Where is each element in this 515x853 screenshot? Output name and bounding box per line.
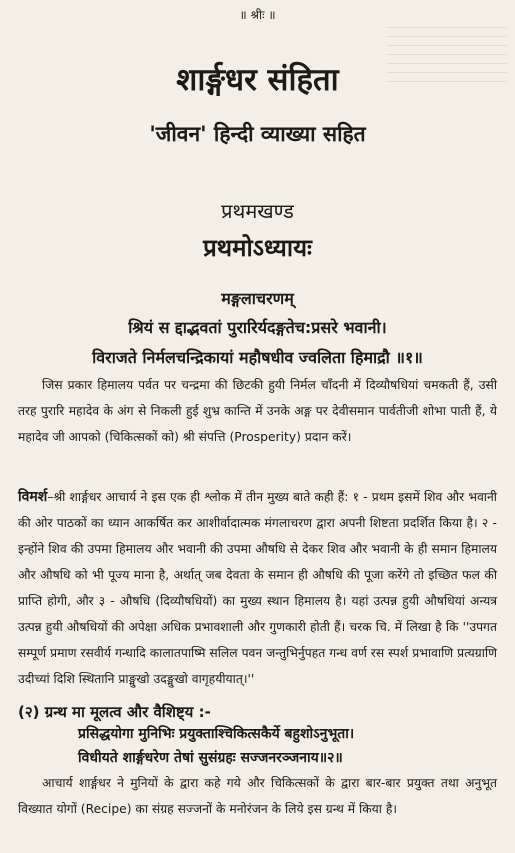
vimarsh-paragraph (18, 484, 497, 692)
invocation-heading: मङ्गलाचरणम् (221, 289, 294, 308)
verse-2-line-1: प्रसिद्धयोगा मुनिभिः प्रयुक्ताश्चिकित्सकैर्ये बहुशोऽनुभूता। (78, 726, 355, 742)
commentary-paragraph-1: जिस प्रकार हिमालय पर्वत पर चन्द्रमा की छिटकी हुयी निर्मल चाँदनी में दिव्यौषधियां चमकती हैं, उसी तरह पुरारि महादेव के अंग से निकली हुई शुभ्र कान्ति में उनके अङ्ग पर देवीसमान पार्वतीजी शोभा पाती हैं, ये महादेव जी आपको (चिकित्सकों को) श्री संपत्ति (Prosperity) प्रदान करें। (18, 378, 497, 444)
book-subtitle: 'जीवन' हिन्दी व्याख्या सहित (149, 122, 366, 146)
invocation: ॥ श्रीः ॥ (239, 8, 276, 22)
verse-1-line-2: विराजते निर्मलचन्द्रिकायां महौषधीव ज्वलिता हिमाद्रौ ॥१॥ (92, 348, 423, 367)
vimarsh-label: विमर्श (18, 489, 48, 505)
subsection-heading: (२) ग्रन्थ मा मूलत्व और वैशिष्ट्य :- (18, 703, 211, 721)
verse-2-line-2: विधीयते शार्ङ्गधरेण तेषां सुसंग्रहः सज्जनरञ्जनाय॥२॥ (78, 750, 343, 766)
chapter-heading: प्रथमोऽध्यायः (203, 234, 312, 262)
commentary-paragraph-3: आचार्य शार्ङ्गधर ने मुनियों के द्वारा कहे गये और चिकित्सकों के द्वारा बार-बार प्रयुक्त तथा अनुभूत विख्यात योगों (Recipe) का संग्रह सज्जनों के मनोरंजन के लिये इस ग्रन्थ में किया है। (18, 776, 497, 816)
book-title: शार्ङ्गधर संहिता (176, 62, 339, 98)
verse-1-line-1: श्रियं स द्दाद्भवतां पुरारिर्यदङ्गतेच:प्रसरे भवानी। (128, 318, 387, 337)
vimarsh-text: –श्री शार्ङ्गधर आचार्य ने इस एक ही श्लोक में तीन मुख्य बाते कही हैं: १ - प्रथम इसमें शिव और भवानी की ओर पाठकों का ध्यान आकर्षित कर आशीर्वादात्मक मंगलाचरण द्वारा अपनी शिष्टता प्रदर्शित किया है। २ - इन्होंने शिव की उपमा हिमालय और भवानी की उपमा औषधि से देकर शिव और भवानी के ही समान हिमालय और औषधि को भी पूज्य माना है, अर्थात् जब देवता के समान ही औषधि की पूजा करेंगे तो इच्छित फल की प्राप्ति होगी, और ३ - औषधि (दिव्यौषधियों) का मुख्य स्थान हिमालय है। यहां उत्पन्न हुयी औषधियां अन्यत्र उत्पन्न हुयी औषधियों की अपेक्षा अधिक प्रभावशाली और गुणकारी होती हैं। चरक चि. में लिखा है कि ''उपगत सम्पूर्ण प्रमाण रसवीर्य गन्धादि कालातपाष्मि सलिल पवन जन्तुभिर्नुपहत गन्ध वर्ण रस स्पर्श प्रभावाणि प्रत्यग्राणि उदीच्यां दिशि स्थितानि प्राङ्मुखो उदङ्मुखो वागृहयीयात्।'' (18, 490, 497, 686)
section-heading: प्रथमखण्ड (221, 199, 294, 223)
